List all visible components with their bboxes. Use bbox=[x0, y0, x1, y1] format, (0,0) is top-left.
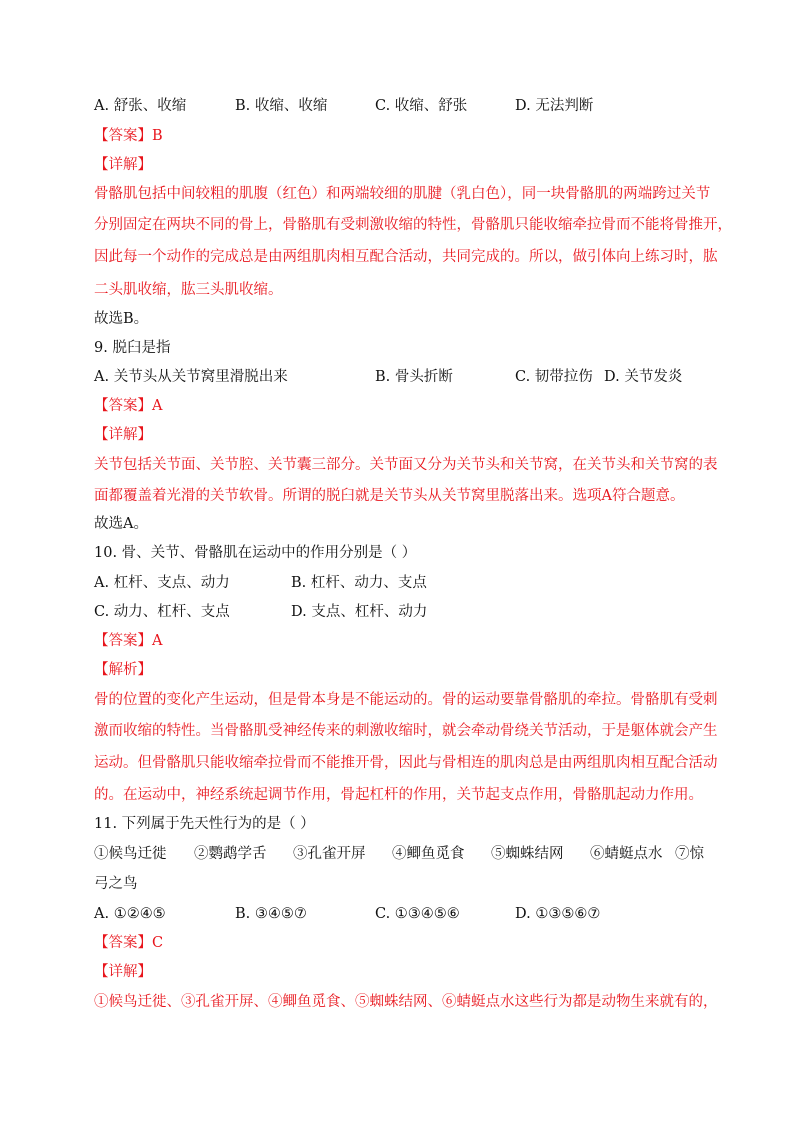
q8-answer: 【答案】B bbox=[94, 128, 163, 144]
q11-option-b: B. ③④⑤⑦ bbox=[235, 906, 307, 922]
q10-detail-line: 运动。但骨骼肌只能收缩牵拉骨而不能推开骨，因此与骨相连的肌肉总是由两组肌肉相互配合活动 bbox=[94, 755, 718, 771]
q9-conclusion: 故选A。 bbox=[94, 516, 148, 532]
q11-item: ⑤蜘蛛结网 bbox=[491, 846, 564, 862]
q11-answer: 【答案】C bbox=[94, 935, 164, 951]
q9-option-c: C. 韧带拉伤 bbox=[515, 369, 593, 385]
q11-detail-line: ①候鸟迁徙、③孔雀开屏、④鲫鱼觅食、⑤蜘蛛结网、⑥蜻蜓点水这些行为都是动物生来就有的， bbox=[94, 994, 718, 1010]
q9-detail-line: 面都覆盖着光滑的关节软骨。所谓的脱臼就是关节头从关节窝里脱落出来。选项A符合题意。 bbox=[94, 488, 685, 504]
q10-option-c: C. 动力、杠杆、支点 bbox=[94, 604, 230, 620]
q10-detail-label: 【解析】 bbox=[94, 662, 152, 678]
q8-option-c: C. 收缩、舒张 bbox=[375, 98, 468, 114]
q10-answer: 【答案】A bbox=[94, 633, 163, 649]
q9-stem: 9. 脱臼是指 bbox=[94, 340, 171, 356]
q11-item: ②鹦鹉学舌 bbox=[194, 846, 267, 862]
q11-item: ④鲫鱼觅食 bbox=[392, 846, 465, 862]
q11-detail-label: 【详解】 bbox=[94, 964, 152, 980]
q10-option-d: D. 支点、杠杆、动力 bbox=[291, 604, 428, 620]
q8-option-a: A. 舒张、收缩 bbox=[94, 98, 187, 114]
q11-items-line-2: 弓之鸟 bbox=[94, 876, 138, 892]
q8-option-d: D. 无法判断 bbox=[515, 98, 594, 114]
q11-option-c: C. ①③④⑤⑥ bbox=[375, 906, 460, 922]
q9-option-a: A. 关节头从关节窝里滑脱出来 bbox=[94, 369, 288, 385]
q9-detail-line: 关节包括关节面、关节腔、关节囊三部分。关节面又分为关节头和关节窝，在关节头和关节窝的表 bbox=[94, 457, 718, 473]
q8-detail-line: 分别固定在两块不同的骨上，骨骼肌有受刺激收缩的特性，骨骼肌只能收缩牵拉骨而不能将骨推开， bbox=[94, 217, 732, 233]
q11-option-a: A. ①②④⑤ bbox=[94, 906, 166, 922]
q9-answer: 【答案】A bbox=[94, 398, 163, 414]
q8-detail-label: 【详解】 bbox=[94, 157, 152, 173]
q9-detail-label: 【详解】 bbox=[94, 427, 152, 443]
q8-detail-line: 骨骼肌包括中间较粗的肌腹（红色）和两端较细的肌腱（乳白色），同一块骨骼肌的两端跨过关节 bbox=[94, 186, 711, 202]
q8-conclusion: 故选B。 bbox=[94, 311, 149, 327]
q10-stem: 10. 骨、关节、骨骼肌在运动中的作用分别是（ ） bbox=[94, 545, 417, 561]
q10-detail-line: 骨的位置的变化产生运动，但是骨本身是不能运动的。骨的运动要靠骨骼肌的牵拉。骨骼肌有受刺 bbox=[94, 692, 718, 708]
q10-option-a: A. 杠杆、支点、动力 bbox=[94, 575, 230, 591]
q11-option-d: D. ①③⑤⑥⑦ bbox=[515, 906, 601, 922]
q11-item: ①候鸟迁徙 bbox=[94, 846, 167, 862]
q8-option-b: B. 收缩、收缩 bbox=[235, 98, 328, 114]
q11-item: ⑥蜻蜓点水 bbox=[590, 846, 663, 862]
q8-detail-line: 二头肌收缩，肱三头肌收缩。 bbox=[94, 282, 283, 298]
q10-detail-line: 激而收缩的特性。当骨骼肌受神经传来的刺激收缩时，就会牵动骨绕关节活动，于是躯体就会产生 bbox=[94, 723, 718, 739]
q10-detail-line: 的。在运动中，神经系统起调节作用，骨起杠杆的作用，关节起支点作用，骨骼肌起动力作用。 bbox=[94, 787, 703, 803]
q11-item: ③孔雀开屏 bbox=[293, 846, 366, 862]
q9-option-d: D. 关节发炎 bbox=[604, 369, 683, 385]
q10-option-b: B. 杠杆、动力、支点 bbox=[291, 575, 427, 591]
q11-stem: 11. 下列属于先天性行为的是（ ） bbox=[94, 816, 315, 832]
q9-option-b: B. 骨头折断 bbox=[375, 369, 453, 385]
q8-detail-line: 因此每一个动作的完成总是由两组肌肉相互配合活动，共同完成的。所以，做引体向上练习时，肱 bbox=[94, 249, 718, 265]
q11-item: ⑦惊 bbox=[675, 846, 704, 862]
